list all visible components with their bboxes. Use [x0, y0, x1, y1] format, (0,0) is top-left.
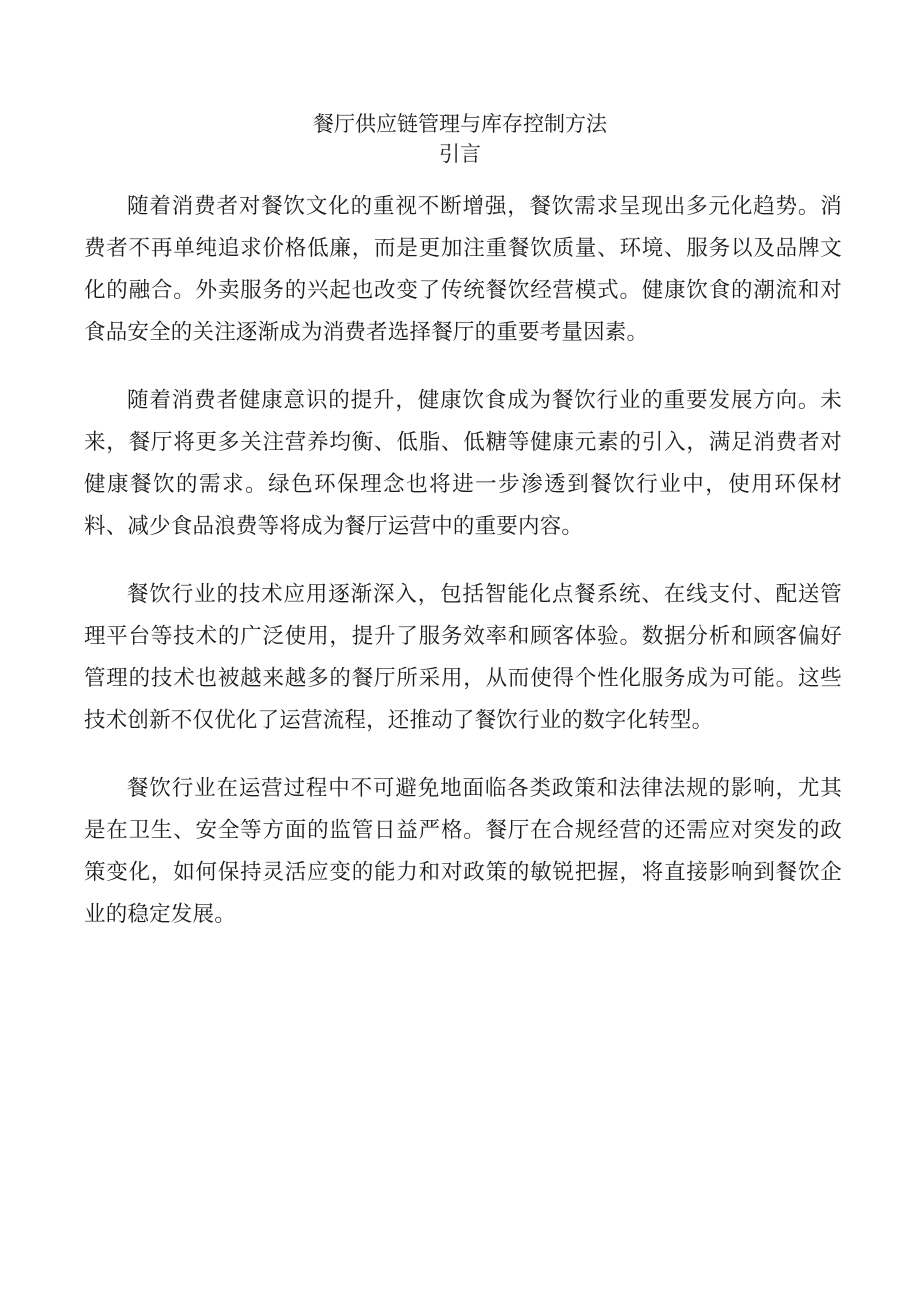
paragraph-3: 餐饮行业的技术应用逐渐深入，包括智能化点餐系统、在线支付、配送管理平台等技术的广泛使用，提升了服务效率和顾客体验。数据分析和顾客偏好管理的技术也被越来越多的餐厅所采用，从而使得个性化服务成为可能。这些技术创新不仅优化了运营流程，还推动了餐饮行业的数字化转型。	[84, 582, 842, 733]
paragraph-4: 餐饮行业在运营过程中不可避免地面临各类政策和法律法规的影响，尤其是在卫生、安全等方面的监管日益严格。餐厅在合规经营的还需应对突发的政策变化，如何保持灵活应变的能力和对政策的敏锐把握，将直接影响到餐饮企业的稳定发展。	[84, 776, 842, 927]
section-heading: 引言	[439, 142, 481, 166]
paragraph-2: 随着消费者健康意识的提升，健康饮食成为餐饮行业的重要发展方向。未来，餐厅将更多关注营养均衡、低脂、低糖等健康元素的引入，满足消费者对健康餐饮的需求。绿色环保理念也将进一步渗透到餐饮行业中，使用环保材料、减少食品浪费等将成为餐厅运营中的重要内容。	[84, 388, 842, 539]
paragraph-1: 随着消费者对餐饮文化的重视不断增强，餐饮需求呈现出多元化趋势。消费者不再单纯追求价格低廉，而是更加注重餐饮质量、环境、服务以及品牌文化的融合。外卖服务的兴起也改变了传统餐饮经营模式。健康饮食的潮流和对食品安全的关注逐渐成为消费者选择餐厅的重要考量因素。	[84, 194, 842, 345]
document-title: 餐厅供应链管理与库存控制方法	[313, 112, 607, 136]
document-body	[84, 186, 842, 962]
